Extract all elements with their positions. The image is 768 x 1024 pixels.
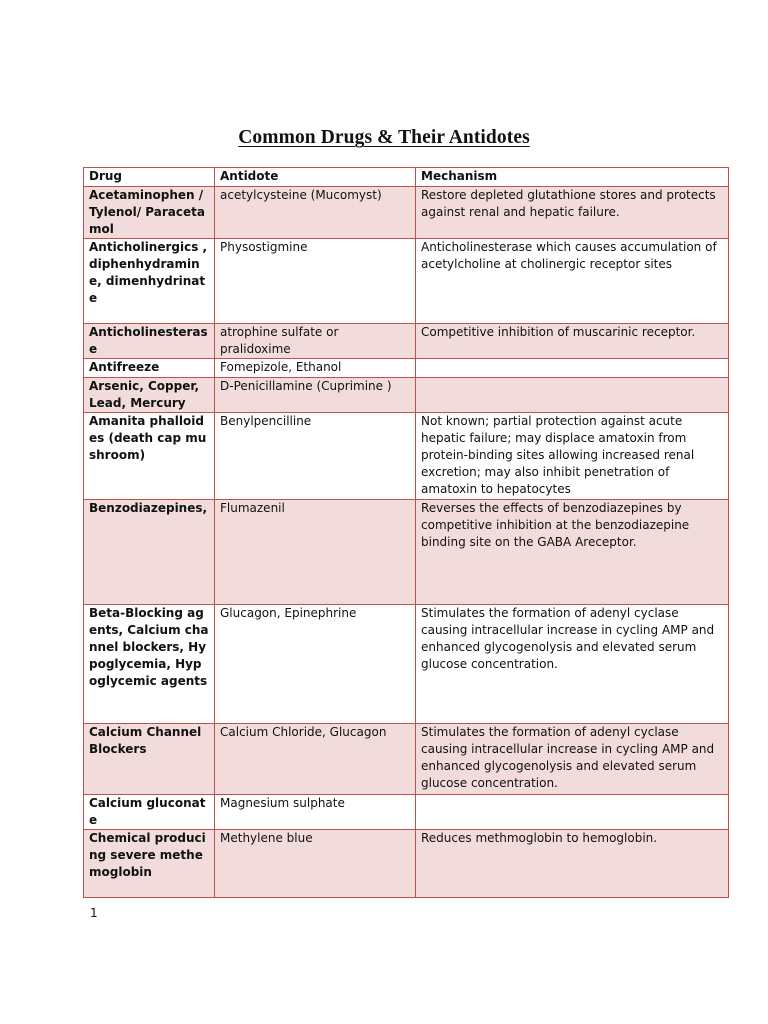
antidote-cell: Glucagon, Epinephrine [215, 605, 416, 724]
antidote-cell: Magnesium sulphate [215, 795, 416, 830]
antidote-table [83, 167, 729, 898]
drug-cell: Benzodiazepines, [84, 500, 215, 605]
table-row [84, 413, 729, 500]
table-row [84, 187, 729, 239]
table-row [84, 605, 729, 724]
drug-cell: Anticholinesterase [84, 324, 215, 359]
drug-cell: Chemical producing severe methemoglobin [84, 830, 215, 898]
antidote-cell: atrophine sulfate or pralidoxime [215, 324, 416, 359]
drug-cell: Arsenic, Copper, Lead, Mercury [84, 378, 215, 413]
antidote-cell: Benylpencilline [215, 413, 416, 500]
table-row [84, 500, 729, 605]
mechanism-cell: Stimulates the formation of adenyl cyclase causing intracellular increase in cycling AMP and enhanced glycogenolysis and elevated serum glucose concentration. [416, 724, 729, 795]
antidote-cell: Calcium Chloride, Glucagon [215, 724, 416, 795]
mechanism-cell: Stimulates the formation of adenyl cyclase causing intracellular increase in cycling AMP and enhanced glycogenolysis and elevated serum glucose concentration. [416, 605, 729, 724]
antidote-cell: Fomepizole, Ethanol [215, 359, 416, 378]
table-row [84, 724, 729, 795]
drug-cell: Amanita phalloides (death cap mushroom) [84, 413, 215, 500]
header-antidote: Antidote [215, 168, 416, 187]
drug-cell: Calcium gluconate [84, 795, 215, 830]
drug-cell: Beta-Blocking agents, Calcium channel blockers, Hypoglycemia, Hypoglycemic agents [84, 605, 215, 724]
table-row [84, 359, 729, 378]
drug-cell: Anticholinergics , diphenhydramine, dimenhydrinate [84, 239, 215, 324]
mechanism-cell: Reverses the effects of benzodiazepines by competitive inhibition at the benzodiazepine binding site on the GABA Areceptor. [416, 500, 729, 605]
mechanism-cell: Restore depleted glutathione stores and protects against renal and hepatic failure. [416, 187, 729, 239]
table-row [84, 378, 729, 413]
mechanism-cell: Anticholinesterase which causes accumulation of acetylcholine at cholinergic receptor sites [416, 239, 729, 324]
page-number: 1 [90, 906, 98, 920]
table-row [84, 830, 729, 898]
table-row [84, 324, 729, 359]
mechanism-cell [416, 378, 729, 413]
table-row [84, 239, 729, 324]
drug-cell: Antifreeze [84, 359, 215, 378]
header-mechanism: Mechanism [416, 168, 729, 187]
mechanism-cell: Not known; partial protection against acute hepatic failure; may displace amatoxin from protein-binding sites allowing increased renal excretion; may also inhibit penetration of amatoxin to hepatocytes [416, 413, 729, 500]
mechanism-cell: Competitive inhibition of muscarinic receptor. [416, 324, 729, 359]
antidote-table-container [83, 167, 728, 898]
header-drug: Drug [84, 168, 215, 187]
antidote-cell: Physostigmine [215, 239, 416, 324]
table-header-row [84, 168, 729, 187]
mechanism-cell [416, 359, 729, 378]
table-row [84, 795, 729, 830]
antidote-cell: Flumazenil [215, 500, 416, 605]
antidote-cell: D-Penicillamine (Cuprimine ) [215, 378, 416, 413]
mechanism-cell: Reduces methmoglobin to hemoglobin. [416, 830, 729, 898]
mechanism-cell [416, 795, 729, 830]
antidote-cell: Methylene blue [215, 830, 416, 898]
drug-cell: Calcium Channel Blockers [84, 724, 215, 795]
drug-cell: Acetaminophen /Tylenol/ Paracetamol [84, 187, 215, 239]
antidote-cell: acetylcysteine (Mucomyst) [215, 187, 416, 239]
document-title: Common Drugs & Their Antidotes [238, 127, 530, 148]
